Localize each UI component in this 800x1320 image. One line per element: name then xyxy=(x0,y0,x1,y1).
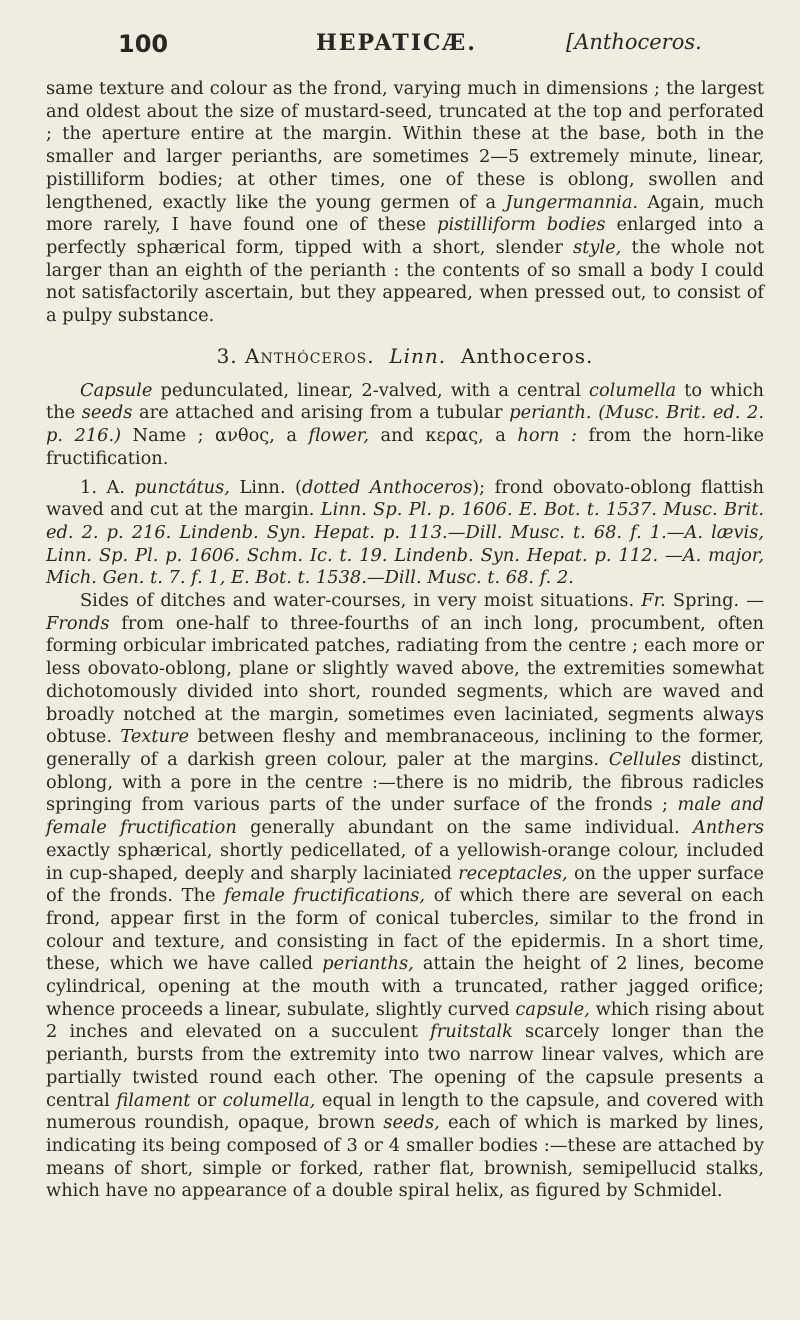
italic-term: filament xyxy=(116,1089,191,1111)
text-run: equal in length to the capsule, and covered with numerous roundish, opaque, brown xyxy=(46,1089,764,1134)
page-content xyxy=(46,78,764,1203)
text-run: to which the xyxy=(46,379,764,424)
text-run: same texture and colour as the frond, varying much in dimensions ; the largest and oldest about the size of mustard-seed, truncated at the top and perforated ; the aperture entire at the margin. Within these at the base, both in the smaller and larger perianths, are sometimes 2—5 extremely minute, linear, pistilliform bodies; at other times, one of these is oblong, swollen and lengthened, exactly like the young germen of a xyxy=(46,78,764,213)
text-run: from the horn-like fructification. xyxy=(46,425,765,469)
italic-term: capsule, xyxy=(515,998,590,1020)
synonymy: Linn. Sp. Pl. p. 1606. E. Bot. t. 1537. Musc. Brit. ed. 2. p. 216. Lindenb. Syn. Hepat. p. 113.—Dill. Musc. t. 68. f. 1.—A. lævis, Linn. Sp. Pl. p. 1606. Schm. Ic. t. 19. Lindenb. Syn. Hepat. p. 112. —A. major, Mich. Gen. t. 7. f. 1, E. Bot. t. 1538.—Dill. Musc. t. 68. f. 2. xyxy=(46,499,764,589)
text-run: or xyxy=(190,1089,223,1111)
italic-term: horn : xyxy=(517,425,577,447)
text-run: are attached and arising from a tubular xyxy=(132,402,510,424)
italic-term: fruitstalk xyxy=(430,1021,513,1043)
text-run: pedunculated, linear, 2-valved, with a central xyxy=(152,379,589,401)
text-run: generally abundant on the same individual. xyxy=(236,817,693,839)
text-run: distinct, oblong, with a pore in the centre :—there is no midrib, the fibrous radicles springing from various parts of the under surface of the fronds ; xyxy=(46,748,764,816)
text-run: between fleshy and membranaceous, inclining to the former, generally of a darkish green colour, paler at the margins. xyxy=(46,726,765,770)
italic-term: seeds, xyxy=(383,1112,440,1134)
text-run: Again, much more rarely, I have found one of these xyxy=(46,191,764,236)
paragraph-species-description xyxy=(46,590,764,1203)
italic-term: female fructifications, xyxy=(224,885,426,907)
text-run: and κερας, a xyxy=(369,425,518,447)
italic-term: perianth. xyxy=(509,402,592,424)
reference: (Musc. Brit. ed. 2. p. 216.) xyxy=(46,402,764,447)
text-run: which rising about 2 inches and elevated on a succulent xyxy=(46,998,764,1043)
genus-number: 3. xyxy=(216,343,246,368)
text-run: from one-half to three-fourths of an inch long, procumbent, often forming orbicular imbricated patches, radiating from the centre ; each more or less obovato-oblong, plane or slightly waved above, the extremities somewhat dichotomously divided into short, rounded segments, which are waved and broadly notched at the margin, sometimes even laciniated, segments always obtuse. xyxy=(46,612,764,748)
section-title: HEPATICÆ. xyxy=(316,30,477,56)
text-run: of which there are several on each frond, appear first in the form of conical tubercles, similar to the frond in colour and texture, and consisting in fact of the epidermis. In a short time, these, which we have called xyxy=(46,885,764,975)
genus-heading xyxy=(46,344,764,368)
paragraph-species-entry xyxy=(46,477,764,591)
text-run: enlarged into a perfectly sphærical form, tipped with a short, slender xyxy=(46,214,764,258)
italic-term: Texture xyxy=(120,726,189,748)
text-run: the whole not larger than an eighth of the perianth : the contents of so small a body I could not satisfactorily ascertain, but they appeared, when pressed out, to consist of a pulpy substance. xyxy=(46,236,765,327)
species-common-name: dotted Anthoceros xyxy=(301,476,473,498)
italic-term: flower, xyxy=(308,425,369,447)
italic-term: Fronds xyxy=(46,612,110,634)
italic-term: perianths, xyxy=(322,953,414,975)
page-number: 100 xyxy=(118,30,169,58)
italic-term: seeds xyxy=(81,402,133,424)
text-run: ); frond obovato-oblong flattish waved and cut at the margin. xyxy=(46,476,765,521)
genus-authority: Linn. xyxy=(389,343,447,368)
text-run: Name ; ανθος, a xyxy=(121,425,309,447)
text-run: each of which is marked by lines, indicating its being composed of 3 or 4 smaller bodies :—these are attached by means of short, simple or forked, rather flat, brownish, semipellucid stalks, which have no appearance of a double spiral helix, as figured by Schmidel. xyxy=(46,1112,764,1202)
paragraph-genus-description xyxy=(46,380,764,471)
italic-term: receptacles, xyxy=(458,862,568,884)
italic-term: style, xyxy=(573,236,622,258)
genus-name: Anthóceros. xyxy=(245,343,375,368)
text-run: on the upper surface of the fronds. The xyxy=(46,862,764,907)
italic-term: Fr. xyxy=(641,590,666,612)
species-name: punctátus, xyxy=(134,476,230,498)
running-head xyxy=(46,30,764,60)
text-run: exactly sphærical, shortly pedicellated, of a yellowish-orange colour, included in cup-shaped, deeply and sharply laciniated xyxy=(46,839,764,884)
text-run: Linn. ( xyxy=(229,476,302,498)
italic-term: male and female fructification xyxy=(46,794,764,839)
text-run: scarcely longer than the perianth, bursts from the extremity into two narrow linear valves, which are partially twisted round each other. The opening of the capsule presents a central xyxy=(46,1021,764,1111)
text-run: Sides of ditches and water-courses, in very moist situations. xyxy=(80,590,642,612)
species-number: 1. A. xyxy=(80,476,135,498)
genus-common-name: Anthoceros. xyxy=(460,343,594,368)
italic-term: Capsule xyxy=(80,379,153,401)
italic-term: Jungermannia. xyxy=(505,191,639,213)
italic-term: pistilliform bodies xyxy=(437,214,606,236)
italic-term: columella xyxy=(589,379,677,401)
text-run: Spring. — xyxy=(665,590,765,612)
italic-term: Anthers xyxy=(692,817,764,839)
italic-term: columella, xyxy=(222,1089,316,1111)
italic-term: Cellules xyxy=(608,748,682,770)
running-genus: [Anthoceros. xyxy=(566,30,702,54)
text-run: attain the height of 2 lines, become cylindrical, opening at the mouth with a truncated, rather jagged orifice; whence proceeds a linear, subulate, slightly curved xyxy=(46,953,765,1020)
paragraph-perianth-contents xyxy=(46,78,764,328)
